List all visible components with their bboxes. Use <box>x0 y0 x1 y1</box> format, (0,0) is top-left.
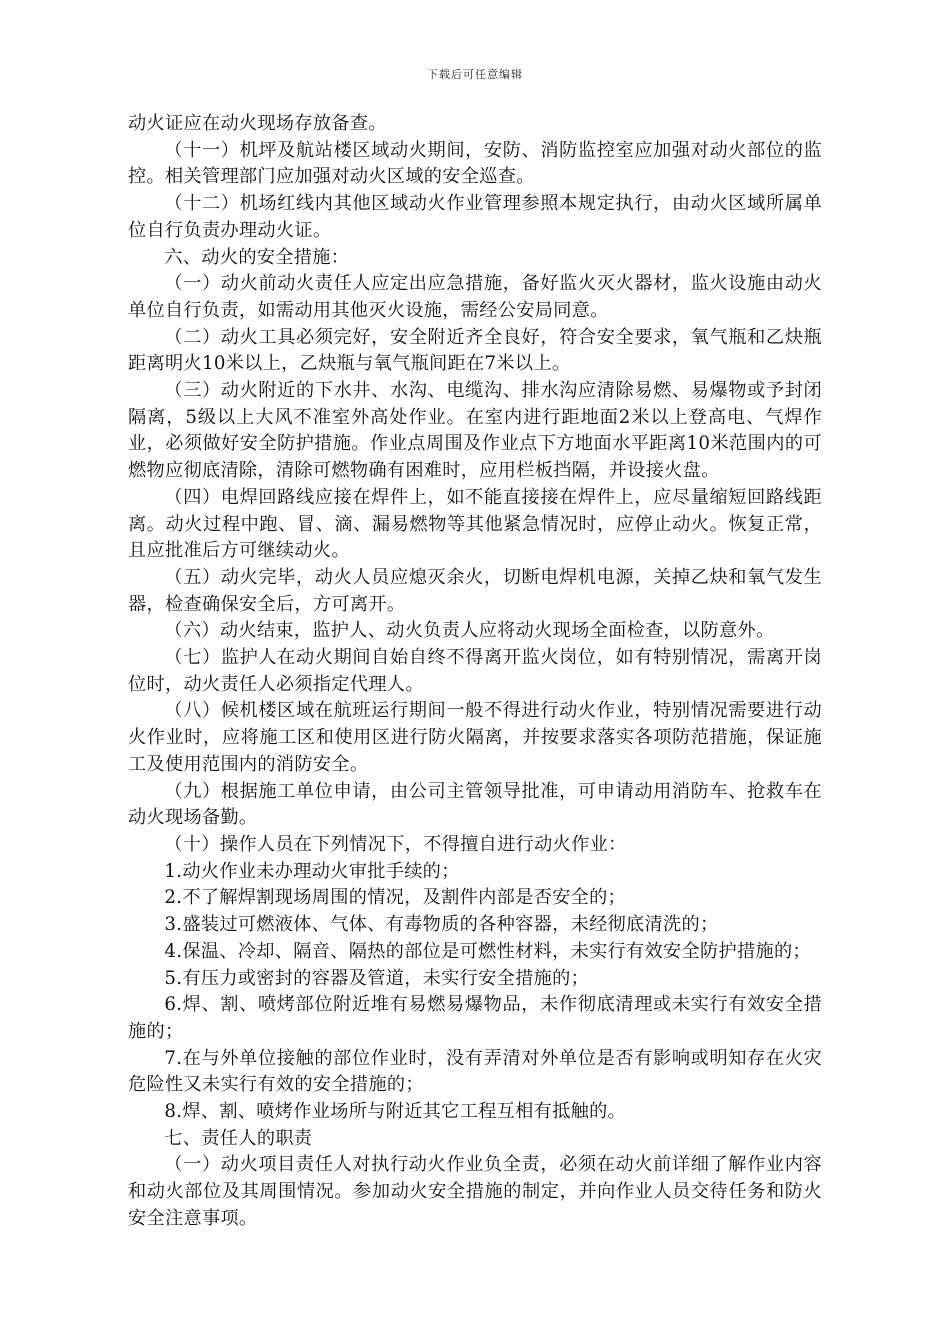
paragraph-3: （十二）机场红线内其他区域动火作业管理参照本规定执行，由动火区域所属单位自行负责办理动火证。 <box>128 193 822 241</box>
paragraph-1: 动火证应在动火现场存放备查。 <box>128 113 387 134</box>
list-item-2: 2.不了解焊割现场周围的情况，及割件内部是否安全的； <box>164 887 627 909</box>
list-item-1: 1.动火作业未办理动火审批手续的； <box>164 860 460 882</box>
section-heading-6: 六、动火的安全措施： <box>164 246 350 268</box>
list-item-6: 6.焊、割、喷烤部位附近堆有易燃易爆物品，未作彻底清理或未实行有效安全措施的； <box>128 994 822 1042</box>
paragraph-8: （四）电焊回路线应接在焊件上，如不能直接接在焊件上，应尽量缩短回路线距离。动火过程中跑、冒、滴、漏易燃物等其他紧急情况时，应停止动火。恢复正常，且应批准后方可继续动火。 <box>128 486 822 562</box>
list-item-4: 4.保温、冷却、隔音、隔热的部位是可燃性材料，未实行有效安全防护措施的； <box>164 940 811 962</box>
paragraph-6: （二）动火工具必须完好，安全附近齐全良好，符合安全要求，氧气瓶和乙炔瓶距离明火10米以上，乙炔瓶与氧气瓶间距在7米以上。 <box>128 326 822 375</box>
paragraph-9: （五）动火完毕，动火人员应熄灭余火，切断电焊机电源，关掉乙炔和氧气发生器，检查确保安全后，方可离开。 <box>128 566 822 615</box>
paragraph-24: （一）动火项目责任人对执行动火作业负全责，必须在动火前详细了解作业内容和动火部位及其周围情况。参加动火安全措施的制定，并向作业人员交待任务和防火安全注意事项。 <box>128 1154 822 1229</box>
paragraph-5: （一）动火前动火责任人应定出应急措施，备好监火灭火器材，监火设施由动火单位自行负责，如需动用其他灭火设施，需经公安局同意。 <box>128 273 822 321</box>
document-body <box>128 111 822 1233</box>
paragraph-10: （六）动火结束，监护人、动火负责人应将动火现场全面检查，以防意外。 <box>164 620 775 642</box>
paragraph-13: （九）根据施工单位申请，由公司主管领导批准，可申请动用消防车、抢救车在动火现场备勤。 <box>128 780 822 829</box>
list-item-5: 5.有压力或密封的容器及管道，未实行安全措施的； <box>164 967 590 989</box>
list-item-3: 3.盛装过可燃液体、气体、有毒物质的各种容器，未经彻底清洗的； <box>164 914 719 936</box>
paragraph-11: （七）监护人在动火期间自始自终不得离开监火岗位，如有特别情况，需离开岗位时，动火责任人必须指定代理人。 <box>128 647 822 695</box>
list-item-8: 8.焊、割、喷烤作业场所与附近其它工程互相有抵触的。 <box>164 1101 627 1123</box>
page-header: 下载后可任意编辑 <box>427 68 523 81</box>
list-item-7: 7.在与外单位接触的部位作业时，没有弄清对外单位是否有影响或明知存在火灾危险性又未实行有效的安全措施的； <box>128 1047 822 1096</box>
paragraph-7: （三）动火附近的下水井、水沟、电缆沟、排水沟应清除易燃、易爆物或予封闭隔离，5级以上大风不准室外高处作业。在室内进行距地面2米以上登高电、气焊作业，必须做好安全防护措施。作业点周围及作业点下方地面水平距离10米范围内的可燃物应彻底清除，清除可燃物确有困难时，应用栏板挡隔，并设接火盘。 <box>128 380 822 482</box>
section-heading-7: 七、责任人的职责 <box>164 1127 313 1149</box>
paragraph-14: （十）操作人员在下列情况下，不得擅自进行动火作业： <box>164 833 627 855</box>
paragraph-2: （十一）机坪及航站楼区域动火期间，安防、消防监控室应加强对动火部位的监控。相关管理部门应加强对动火区域的安全巡查。 <box>128 139 822 188</box>
paragraph-12: （八）候机楼区域在航班运行期间一般不得进行动火作业，特别情况需要进行动火作业时，应将施工区和使用区进行防火隔离，并按要求落实各项防范措施，保证施工及使用范围内的消防安全。 <box>128 700 822 775</box>
